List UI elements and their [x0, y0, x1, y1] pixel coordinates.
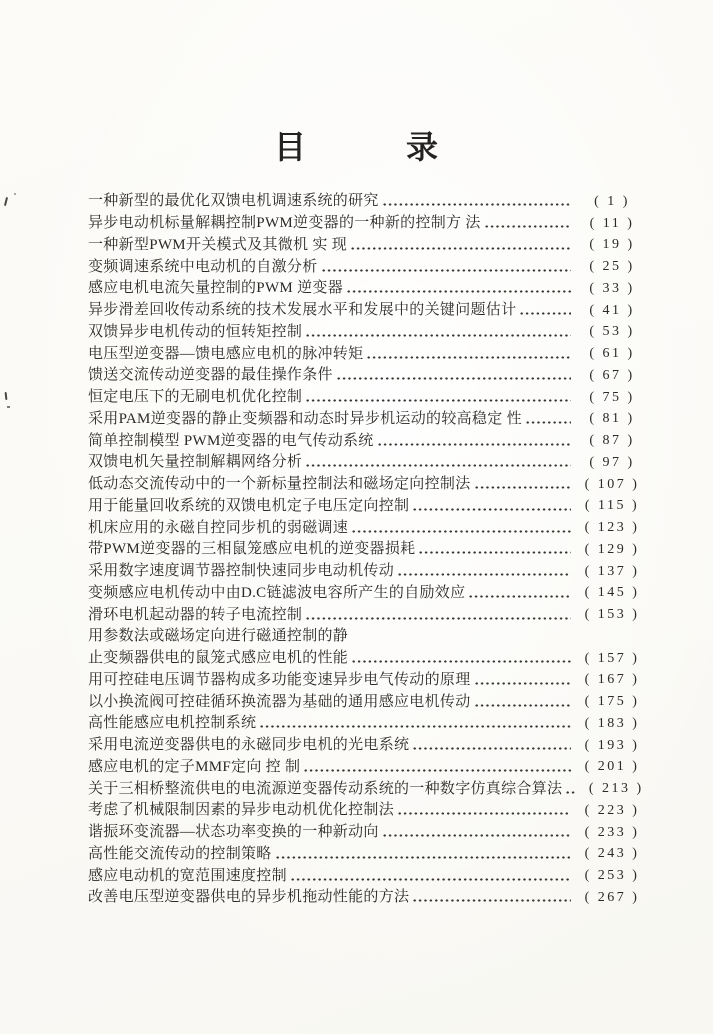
- dot-leader: [321, 267, 571, 274]
- entry-title: 关于三相桥整流供电的电流源逆变器传动系统的一种数字仿真综合算法: [88, 780, 563, 797]
- entry-page-number: ( 53 ): [589, 324, 635, 340]
- entry-title: 机床应用的永磁自控同步机的弱磁调速: [88, 519, 349, 536]
- dot-leader: [336, 375, 571, 382]
- entry-title: 采用电流逆变器供电的永磁同步电机的光电系统: [88, 737, 410, 754]
- entry-page-number: ( 19 ): [589, 237, 635, 253]
- scan-artifact: [4, 197, 8, 206]
- entry-title: 用参数法或磁场定向进行磁通控制的静: [88, 628, 349, 645]
- entry-title: 感应电机的定子MMF定向 控 制: [88, 758, 301, 775]
- entry-page-number: ( 41 ): [589, 302, 635, 318]
- entry-page-number: ( 33 ): [589, 280, 635, 296]
- dot-leader: [303, 767, 571, 774]
- entry-title: 改善电压型逆变器供电的异步机拖动性能的方法: [88, 889, 410, 906]
- entry-page-number: ( 153 ): [584, 607, 640, 623]
- entry-page-number: ( 123 ): [584, 520, 640, 536]
- dot-leader: [397, 810, 571, 817]
- dot-leader: [351, 658, 571, 665]
- toc-entry-row: [88, 865, 645, 887]
- page-title: 目 录: [273, 129, 439, 165]
- dot-leader: [412, 897, 571, 904]
- toc-entry-row: [88, 409, 645, 431]
- dot-leader: [468, 593, 571, 600]
- entry-page-number: ( 145 ): [584, 585, 640, 601]
- dot-leader: [366, 354, 571, 361]
- entry-page-number: ( 81 ): [589, 411, 635, 427]
- entry-title: 双馈异步电机传动的恒转矩控制: [88, 323, 303, 340]
- toc-entry-row: [88, 778, 645, 800]
- toc-entry-row: [88, 452, 645, 474]
- toc-entry-row: [88, 561, 645, 583]
- dot-leader: [346, 288, 571, 295]
- entry-page-number: ( 175 ): [584, 694, 640, 710]
- dot-leader: [275, 854, 571, 861]
- dot-leader: [412, 506, 571, 513]
- entry-title: 高性能感应电机控制系统: [88, 715, 257, 732]
- entry-page-number: ( 243 ): [584, 846, 640, 862]
- toc-entry-row: [88, 583, 645, 605]
- dot-leader: [351, 528, 571, 535]
- toc-entry-row: [88, 800, 645, 822]
- entry-page-number: ( 129 ): [584, 541, 640, 557]
- toc-entry-row: [88, 365, 645, 387]
- dot-leader: [474, 484, 571, 491]
- dot-leader: [412, 745, 571, 752]
- toc-entry-row: [88, 322, 645, 344]
- dot-leader: [474, 680, 571, 687]
- dot-leader: [290, 876, 571, 883]
- entry-page-number: ( 75 ): [589, 389, 635, 405]
- entry-title: 馈送交流传动逆变器的最佳操作条件: [88, 367, 333, 384]
- entry-page-number: ( 115 ): [584, 498, 640, 514]
- entry-title: 用可控硅电压调节器构成多功能变速异步电气传动的原理: [88, 671, 471, 688]
- entry-page-number: ( 107 ): [584, 476, 640, 492]
- toc-entry-row: [88, 670, 645, 692]
- toc-entry-row: [88, 844, 645, 866]
- entry-title: 止变频器供电的鼠笼式感应电机的性能: [88, 650, 349, 667]
- toc-entry-row: [88, 496, 645, 518]
- dot-leader: [305, 332, 571, 339]
- dot-leader: [305, 615, 571, 622]
- toc-entry-row: [88, 235, 645, 257]
- dot-leader: [377, 441, 571, 448]
- toc-entry-row: [88, 191, 645, 213]
- entry-page-number: ( 87 ): [589, 433, 635, 449]
- entry-page-number: ( 1 ): [594, 193, 630, 209]
- entry-page-number: ( 193 ): [584, 737, 640, 753]
- entry-page-number: ( 267 ): [584, 889, 640, 905]
- toc-entry-row: [88, 757, 645, 779]
- entry-page-number: ( 25 ): [589, 259, 635, 275]
- entry-title: 恒定电压下的无刷电机优化控制: [88, 389, 303, 406]
- entry-title: 一种新型的最优化双馈电机调速系统的研究: [88, 193, 379, 210]
- entry-page-number: ( 11 ): [589, 215, 635, 231]
- dot-leader: [525, 419, 571, 426]
- dot-leader: [382, 832, 571, 839]
- dot-leader: [519, 310, 571, 317]
- scan-artifact: [14, 193, 16, 195]
- entry-page-number: ( 157 ): [584, 650, 640, 666]
- toc-entry-row: [88, 539, 645, 561]
- toc-entry-row: [88, 387, 645, 409]
- entry-title: 考虑了机械限制因素的异步电动机优化控制法: [88, 802, 395, 819]
- toc-list: [88, 191, 645, 909]
- entry-title: 谐振环变流器—状态功率变换的一种新动向: [88, 824, 379, 841]
- entry-page-number: ( 137 ): [584, 563, 640, 579]
- toc-entry-row: [88, 691, 645, 713]
- entry-title: 变频调速系统中电动机的自激分析: [88, 258, 318, 275]
- toc-entry-row: [88, 648, 645, 670]
- entry-page-number: ( 183 ): [584, 715, 640, 731]
- entry-page-number: ( 167 ): [584, 672, 640, 688]
- toc-entry-row: [88, 300, 645, 322]
- dot-leader: [418, 549, 571, 556]
- entry-page-number: ( 233 ): [584, 824, 640, 840]
- entry-title: 高性能交流传动的控制策略: [88, 845, 272, 862]
- entry-title: 感应电机电流矢量控制的PWM 逆变器: [88, 280, 343, 297]
- entry-title: 带PWM逆变器的三相鼠笼感应电机的逆变器损耗: [88, 541, 416, 558]
- entry-title: 滑环电机起动器的转子电流控制: [88, 606, 303, 623]
- entry-title: 用于能量回收系统的双馈电机定子电压定向控制: [88, 497, 410, 514]
- toc-entry-row: [88, 517, 645, 539]
- toc-entry-row: [88, 735, 645, 757]
- entry-page-number: ( 253 ): [584, 868, 640, 884]
- entry-title: 一种新型PWM开关模式及其微机 实 现: [88, 236, 348, 253]
- toc-entry-row: [88, 213, 645, 235]
- toc-entry-row: [88, 278, 645, 300]
- dot-leader: [305, 397, 571, 404]
- toc-entry-row: [88, 887, 645, 909]
- dot-leader: [484, 223, 571, 230]
- entry-page-number: ( 61 ): [589, 346, 635, 362]
- dot-leader: [382, 201, 571, 208]
- toc-entry-row: [88, 822, 645, 844]
- toc-entry-row: [88, 474, 645, 496]
- scan-artifact: [7, 406, 10, 408]
- dot-leader: [397, 571, 571, 578]
- dot-leader: [474, 702, 571, 709]
- entry-page-number: ( 213 ): [588, 781, 644, 797]
- entry-page-number: ( 201 ): [584, 759, 640, 775]
- entry-page-number: ( 97 ): [589, 454, 635, 470]
- dot-leader: [565, 789, 575, 796]
- dot-leader: [305, 462, 571, 469]
- entry-title: 采用数字速度调节器控制快速同步电动机传动: [88, 563, 395, 580]
- scan-artifact: [5, 392, 8, 400]
- entry-title: 以小换流阀可控硅循环换流器为基础的通用感应电机传动: [88, 693, 471, 710]
- entry-title: 感应电动机的宽范围速度控制: [88, 867, 287, 884]
- dot-leader: [259, 723, 571, 730]
- toc-entry-row: [88, 713, 645, 735]
- toc-entry-row: [88, 256, 645, 278]
- entry-title: 异步滑差回收传动系统的技术发展水平和发展中的关键问题估计: [88, 302, 517, 319]
- entry-title: 低动态交流传动中的一个新标量控制法和磁场定向控制法: [88, 476, 471, 493]
- entry-title: 异步电动机标量解耦控制PWM逆变器的一种新的控制方 法: [88, 215, 481, 232]
- entry-title: 简单控制模型 PWM逆变器的电气传动系统: [88, 432, 374, 449]
- dot-leader: [350, 245, 571, 252]
- entry-page-number: ( 67 ): [589, 367, 635, 383]
- toc-entry-row: [88, 343, 645, 365]
- toc-entry-row: [88, 626, 645, 648]
- toc-entry-row: [88, 604, 645, 626]
- entry-title: 双馈电机矢量控制解耦网络分析: [88, 454, 303, 471]
- entry-title: 变频感应电机传动中由D.C链滤波电容所产生的自励效应: [88, 584, 466, 601]
- toc-entry-row: [88, 430, 645, 452]
- entry-title: 采用PAM逆变器的静止变频器和动态时异步机运动的较高稳定 性: [88, 410, 522, 427]
- entry-page-number: ( 223 ): [584, 802, 640, 818]
- entry-title: 电压型逆变器—馈电感应电机的脉冲转矩: [88, 345, 364, 362]
